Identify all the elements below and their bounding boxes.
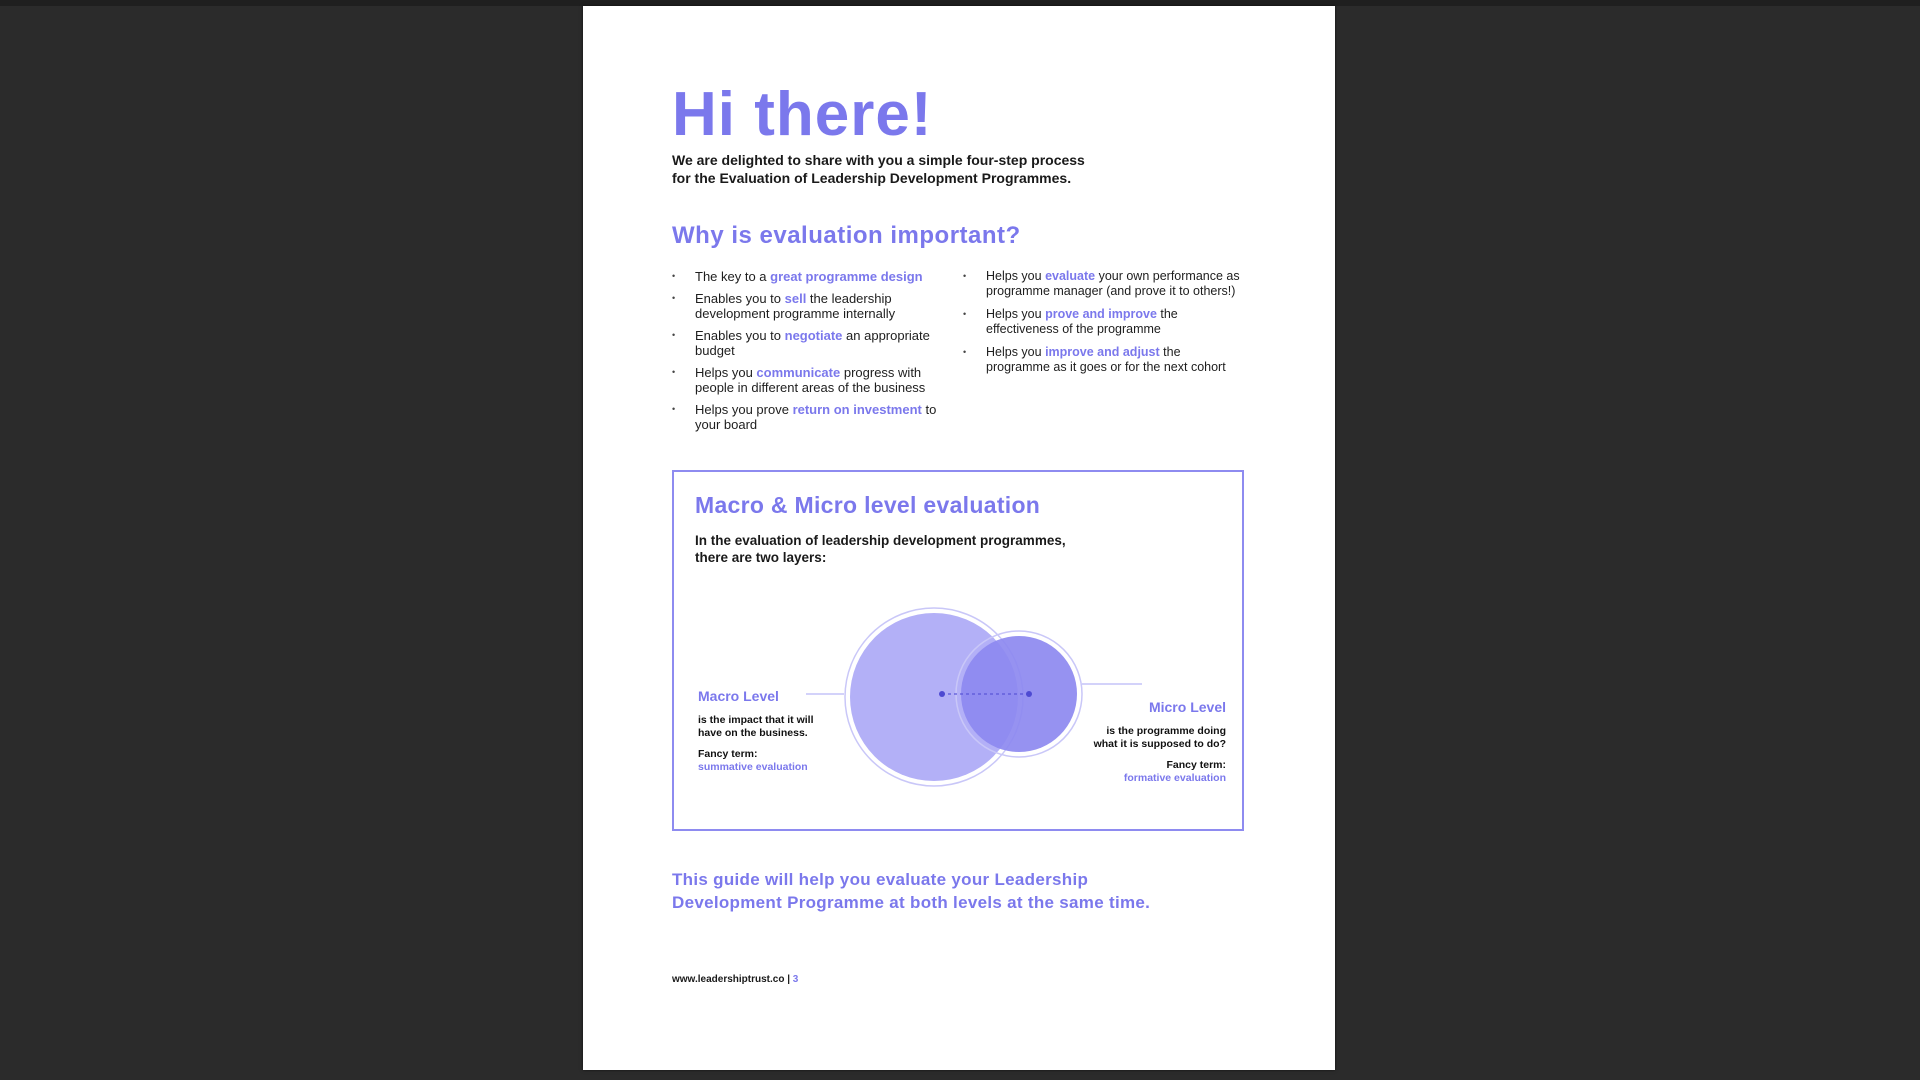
bullet-highlight: evaluate	[1045, 269, 1096, 283]
bullet-highlight: communicate	[756, 365, 841, 380]
page-number: 3	[792, 974, 799, 985]
intro-text	[672, 151, 1192, 187]
page-footer	[672, 974, 798, 985]
closing-statement	[672, 868, 1272, 914]
macro-label-block	[698, 688, 848, 774]
bullet-item: • Enables you to sell the leadership development programme internally	[672, 291, 942, 321]
document-page	[583, 6, 1335, 1070]
macro-fancy-label: Fancy term:	[698, 748, 758, 760]
macro-fancy-term: summative evaluation	[698, 761, 808, 773]
micro-center-dot	[1026, 691, 1032, 697]
bullet-item: • Helps you prove and improve the effectiveness of the programme	[963, 307, 1243, 337]
closing-line: This guide will help you evaluate your Leadership	[672, 870, 1089, 889]
intro-line: We are delighted to share with you a simple four-step process	[672, 152, 1085, 168]
left-bullet-list	[672, 269, 942, 439]
bullet-item: • Helps you communicate progress with people in different areas of the business	[672, 365, 942, 395]
bullet-item: • The key to a great programme design	[672, 269, 942, 284]
footer-url: www.leadershiptrust.co	[672, 974, 785, 985]
micro-fancy-label: Fancy term:	[1166, 759, 1226, 771]
bullet-highlight: great programme design	[770, 269, 923, 284]
bullet-item: • Helps you prove return on investment to your board	[672, 402, 942, 432]
footer-separator: |	[784, 974, 793, 985]
bullet-item: • Enables you to negotiate an appropriate budget	[672, 328, 942, 358]
micro-level-heading: Micro Level	[1148, 699, 1226, 715]
box-intro-line: there are two layers:	[695, 550, 827, 565]
bullet-highlight: prove and improve	[1045, 307, 1157, 321]
why-heading: Why is evaluation important?	[672, 222, 1021, 249]
bullet-highlight: improve and adjust	[1045, 345, 1160, 359]
closing-line: Development Programme at both levels at the same time.	[672, 893, 1151, 912]
bullet-item: • Helps you evaluate your own performance as programme manager (and prove it to others!)	[963, 269, 1243, 299]
intro-line: for the Evaluation of Leadership Development Programmes.	[672, 170, 1072, 186]
bullet-highlight: return on investment	[792, 402, 922, 417]
micro-fancy-term: formative evaluation	[1123, 772, 1226, 784]
box-title: Macro & Micro level evaluation	[695, 492, 1041, 518]
micro-desc-line: what it is supposed to do?	[1093, 738, 1226, 750]
macro-micro-box	[672, 470, 1244, 831]
macro-desc-line: have on the business.	[698, 727, 808, 739]
micro-desc-line: is the programme doing	[1106, 725, 1226, 737]
hero-title: Hi there!	[672, 80, 933, 149]
macro-level-heading: Macro Level	[698, 688, 779, 704]
bullet-highlight: negotiate	[784, 328, 843, 343]
right-bullet-list	[963, 269, 1243, 383]
micro-label-block	[1074, 699, 1226, 785]
box-intro-line: In the evaluation of leadership development programmes,	[695, 533, 1066, 548]
macro-desc-line: is the impact that it will	[698, 714, 814, 726]
bullet-item: • Helps you improve and adjust the programme as it goes or for the next cohort	[963, 345, 1243, 375]
bullet-highlight: sell	[784, 291, 807, 306]
macro-center-dot	[939, 691, 945, 697]
